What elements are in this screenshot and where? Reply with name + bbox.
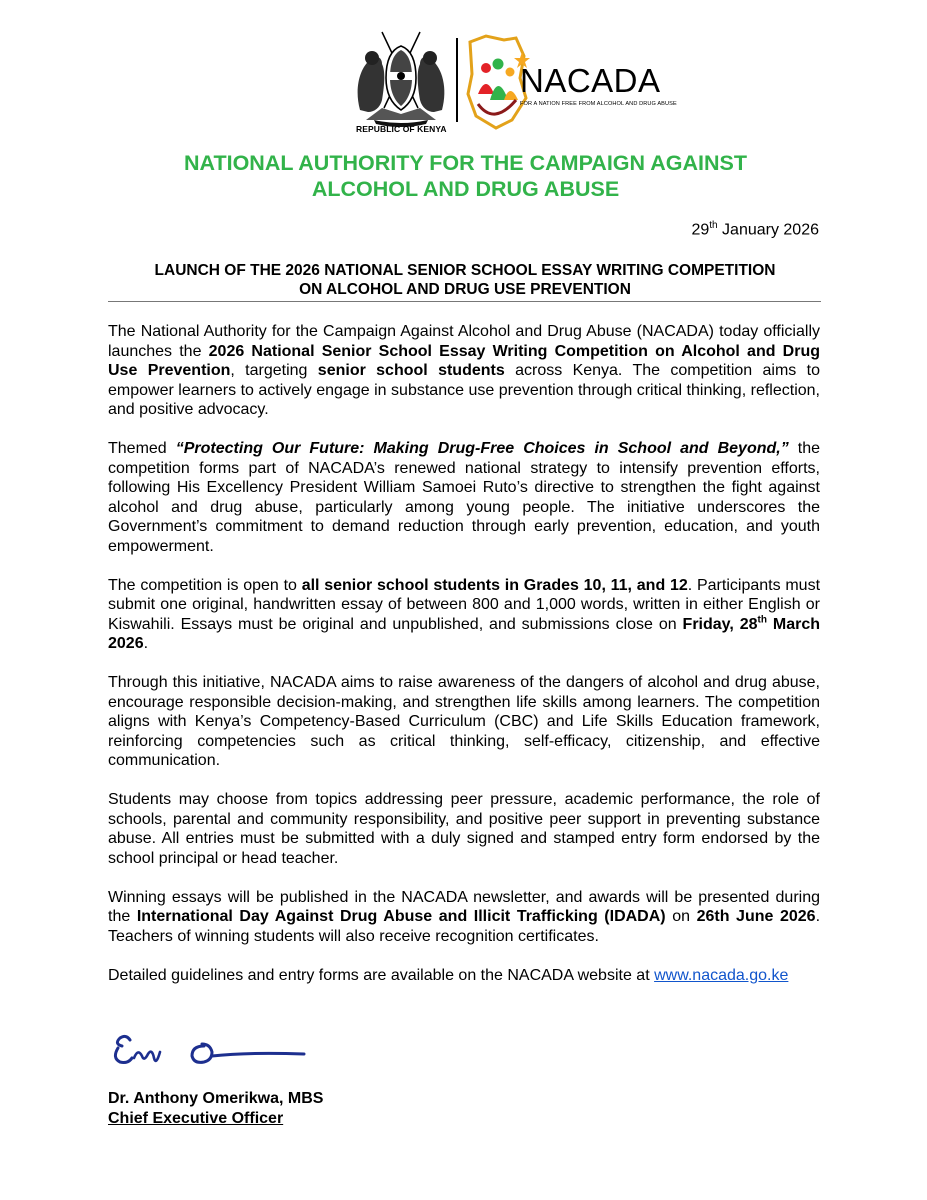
press-release-date: 29th January 2026: [691, 220, 819, 239]
paragraph-guidelines: Detailed guidelines and entry forms are available on the NACADA website at www.nacada.go.ke: [108, 966, 789, 984]
letterhead-logos: [352, 28, 677, 138]
logo-divider: [456, 38, 458, 122]
paragraph-awards: Winning essays will be published in the NACADA newsletter, and awards will be presented during the International Day Against Drug Abuse and Illicit Trafficking (IDADA) on 26th June 2026. Teachers of winning students will also receive recognition certificates.: [108, 888, 821, 945]
headline-line1: LAUNCH OF THE 2026 NATIONAL SENIOR SCHOOL ESSAY WRITING COMPETITION: [154, 262, 776, 279]
paragraph-theme: Themed “Protecting Our Future: Making Drug-Free Choices in School and Beyond,” the competition forms part of NACADA’s renewed national strategy to intensify prevention efforts, following His Excellency President William Samoei Ruto’s directive to strengthen the fight against alcohol and drug abuse, particularly among young people. The initiative underscores the Government’s commitment to demand reduction through early prevention, education, and youth empowerment.: [108, 440, 821, 555]
signatory-block: [108, 1089, 323, 1129]
coat-caption: REPUBLIC OF KENYA: [356, 124, 447, 134]
kenya-coat-of-arms-icon: [352, 28, 450, 138]
press-release-body: [108, 322, 820, 1005]
organization-title-line2: ALCOHOL AND DRUG ABUSE: [311, 177, 620, 201]
paragraph-aims: Through this initiative, NACADA aims to raise awareness of the dangers of alcohol and drug abuse, encourage responsible decision-making, and strengthen life skills among learners. The competition aligns with Kenya’s Competency-Based Curriculum (CBC) and Life Skills Education framework, reinforcing competencies such as critical thinking, self-efficacy, citizenship, and effective communication.: [108, 674, 820, 769]
headline-line2: ON ALCOHOL AND DRUG USE PREVENTION: [299, 281, 631, 298]
organization-title-line1: NATIONAL AUTHORITY FOR THE CAMPAIGN AGAINST: [184, 151, 747, 175]
signatory-title: Chief Executive Officer: [108, 1110, 284, 1127]
handwritten-signature: [108, 1024, 313, 1080]
nacada-tagline: FOR A NATION FREE FROM ALCOHOL AND DRUG ABUSE: [520, 101, 677, 107]
nacada-wordmark: NACADA: [520, 62, 661, 99]
paragraph-topics: Students may choose from topics addressing peer pressure, academic performance, the role of schools, parental and community responsibility, and positive peer support in preventing substance abuse. All entries must be submitted with a duly signed and stamped entry form endorsed by the school principal or head teacher.: [108, 791, 820, 867]
organization-title: [110, 150, 821, 202]
paragraph-eligibility: The competition is open to all senior school students in Grades 10, 11, and 12. Participants must submit one original, handwritten essay of between 800 and 1,000 words, written in either English or Kiswahili. Essays must be original and unpublished, and submissions close on Friday, 28th March 2026.: [108, 576, 821, 652]
signatory-name: Dr. Anthony Omerikwa, MBS: [108, 1090, 324, 1107]
paragraph-launch: The National Authority for the Campaign Against Alcohol and Drug Abuse (NACADA) today officially launches the 2026 National Senior School Essay Writing Competition on Alcohol and Drug Use Prevention, targeting senior school students across Kenya. The competition aims to empower learners to actively engage in substance use prevention through critical thinking, reflection, and positive advocacy.: [108, 323, 820, 418]
nacada-website-link[interactable]: www.nacada.go.ke: [654, 966, 789, 984]
press-release-headline: [108, 261, 822, 299]
headline-divider: [108, 301, 821, 302]
